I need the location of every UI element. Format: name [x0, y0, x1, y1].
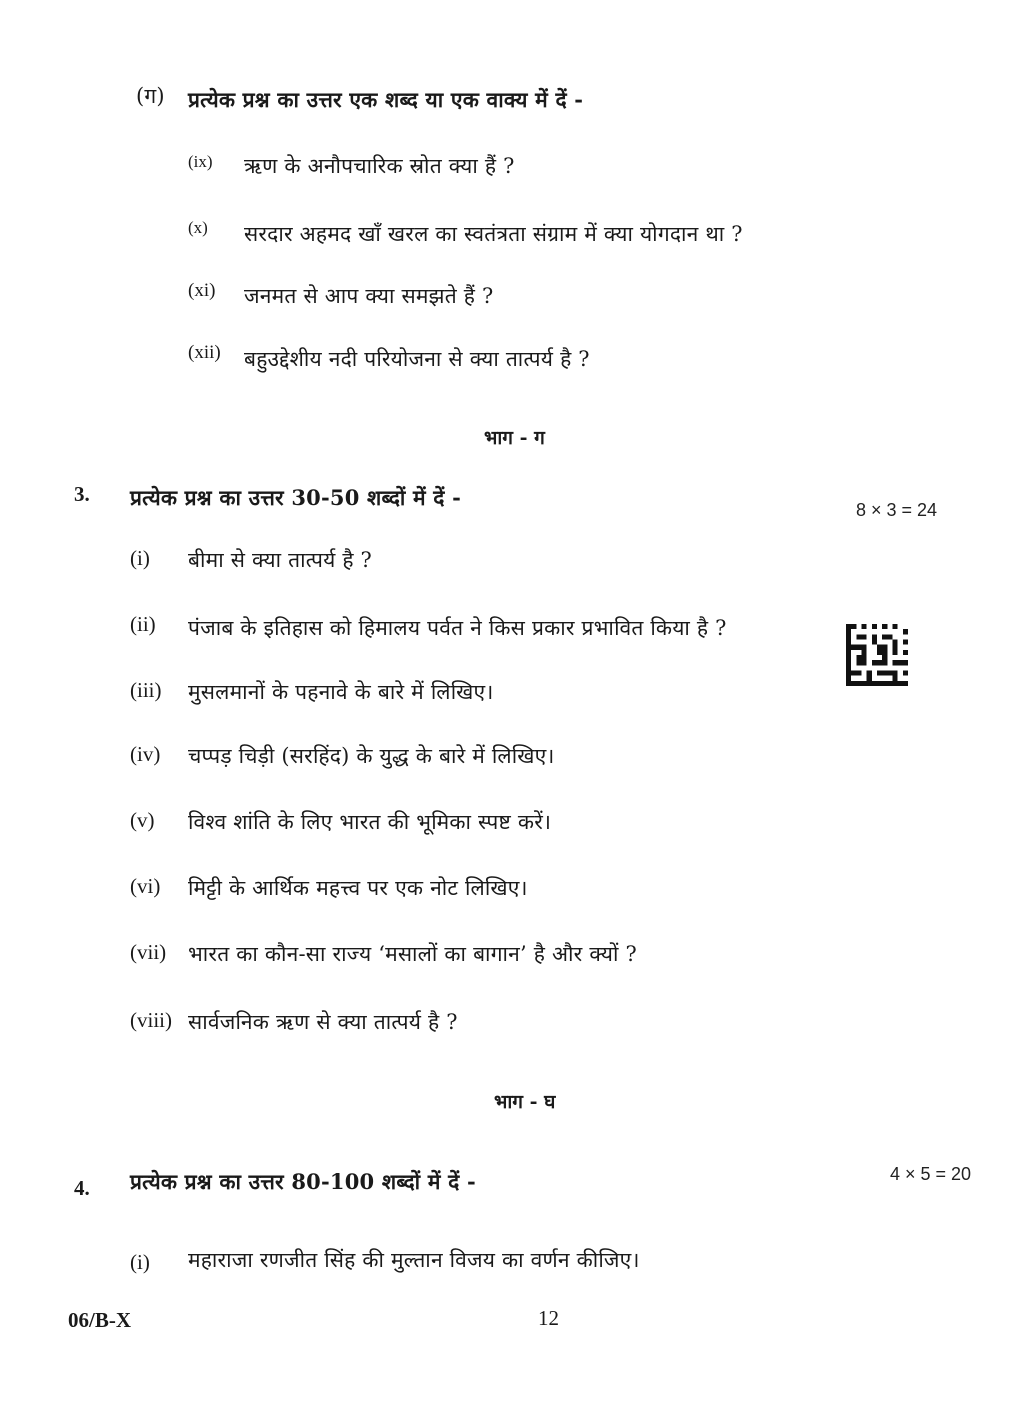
question-number: (ix): [188, 152, 213, 171]
paper-code: 06/B-X: [68, 1308, 131, 1332]
question-text: विश्व शांति के लिए भारत की भूमिका स्पष्ट करें।: [188, 810, 552, 834]
question-text: मुसलमानों के पहनावे के बारे में लिखिए।: [188, 680, 494, 704]
section-ga-instruction: प्रत्येक प्रश्न का उत्तर एक शब्द या एक वाक्य में दें -: [188, 87, 584, 112]
question-number: (v): [130, 808, 155, 832]
question-4-number: 4.: [74, 1176, 90, 1200]
question-number: (xi): [188, 280, 216, 301]
question-text: बीमा से क्या तात्पर्य है ?: [188, 548, 373, 572]
question-number: (i): [130, 546, 150, 570]
question-3-instruction: प्रत्येक प्रश्न का उत्तर 30-50 शब्दों में दें -: [130, 485, 462, 510]
question-text: सार्वजनिक ऋण से क्या तात्पर्य है ?: [188, 1010, 458, 1034]
question-3-number: 3.: [74, 482, 90, 506]
question-number: (vi): [130, 874, 161, 898]
question-text: चप्पड़ चिड़ी (सरहिंद) के युद्ध के बारे में लिखिए।: [188, 744, 555, 768]
question-number: (ii): [130, 612, 156, 636]
question-3-marks: 8 × 3 = 24: [856, 500, 938, 520]
part-ga-heading: भाग - ग: [484, 427, 545, 449]
question-number: (iv): [130, 742, 161, 766]
question-text: बहुउद्देशीय नदी परियोजना से क्या तात्पर्य है ?: [244, 347, 590, 371]
question-text: महाराजा रणजीत सिंह की मुल्तान विजय का वर्णन कीजिए।: [188, 1248, 640, 1272]
question-text: भारत का कौन-सा राज्य ‘मसालों का बागान’ है और क्यों ?: [188, 942, 637, 966]
question-number: (iii): [130, 678, 162, 702]
question-text: जनमत से आप क्या समझते हैं ?: [244, 284, 494, 308]
question-4-marks: 4 × 5 = 20: [890, 1164, 972, 1184]
question-text: पंजाब के इतिहास को हिमालय पर्वत ने किस प्रकार प्रभावित किया है ?: [188, 616, 727, 640]
page-number: 12: [538, 1306, 559, 1330]
question-number: (i): [130, 1250, 150, 1274]
question-text: मिट्टी के आर्थिक महत्त्व पर एक नोट लिखिए।: [188, 876, 528, 900]
question-text: ऋण के अनौपचारिक स्रोत क्या हैं ?: [244, 154, 515, 178]
question-number: (viii): [130, 1008, 172, 1032]
question-number: (vii): [130, 940, 167, 964]
question-number: (x): [188, 218, 208, 237]
question-number: (xii): [188, 342, 221, 363]
question-4-instruction: प्रत्येक प्रश्न का उत्तर 80-100 शब्दों में दें -: [130, 1169, 476, 1194]
section-ga-label: (ग): [136, 84, 165, 108]
question-text: सरदार अहमद खाँ खरल का स्वतंत्रता संग्राम में क्या योगदान था ?: [244, 222, 743, 246]
datamatrix-code: [846, 624, 908, 686]
part-gha-heading: भाग - घ: [494, 1091, 556, 1113]
